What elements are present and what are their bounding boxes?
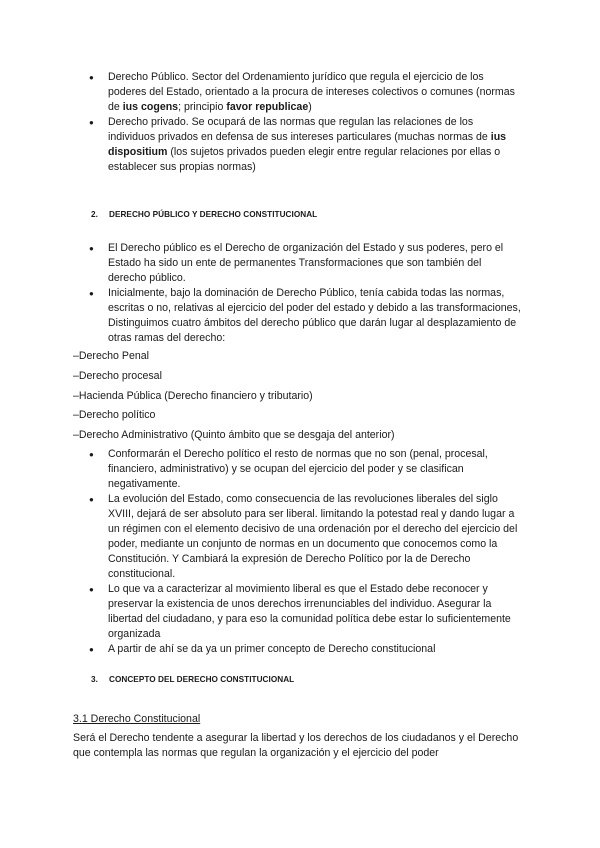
list-item-text: El Derecho público es el Derecho de organización del Estado y sus poderes, pero el Estado ha sido un ente de permanentes Transformaciones que son también del derecho público. <box>108 242 504 284</box>
list-item <box>0 241 600 286</box>
dash-item: –Hacienda Pública (Derecho financiero y tributario) <box>73 390 313 402</box>
list-item-text: Inicialmente, bajo la dominación de Derecho Público, tenía cabida todas las normas, escritas o no, relativas al ejercicio del poder del estado y debido a las transformaciones, Distinguimos cuatro ámbitos del derecho público que darán lugar al desplazamiento de otras ramas del derecho: <box>108 287 521 344</box>
section-number: 3. <box>91 675 98 684</box>
bullet-icon: ● <box>89 73 94 82</box>
list-item-text: Derecho privado. Se ocupará de las normas que regulan las relaciones de los individuos privados en defensa de sus intereses particulares (muchas normas de ius dispositium (los sujetos privados pueden elegir entre regular relaciones por ellas o establecer sus propias normas) <box>108 116 507 173</box>
bullet-icon: ● <box>89 645 94 654</box>
list-item-text: Conformarán el Derecho político el resto de normas que no son (penal, procesal, financiero, administrativo) y se ocupan del ejercicio del poder y se clasifican negativamente. <box>108 448 488 490</box>
list-item-text: La evolución del Estado, como consecuencia de las revoluciones liberales del siglo XVIII, dejará de ser absoluto para ser liberal. limitando la potestad real y dando lugar a un régimen con el elemento decisivo de una ordenación por el derecho del ejercicio del poder, mediante un conjunto de normas en un documento que conocemos como la Constitución. Y Cambiará la expresión de Derecho Político por la de Derecho constitucional. <box>108 493 518 580</box>
list-item-text: Derecho Público. Sector del Ordenamiento jurídico que regula el ejercicio de los poderes del Estado, orientado a la procura de intereses colectivos o comunes (normas de ius cogens; principio favor republicae) <box>108 71 515 113</box>
subsection-title: 3.1 Derecho Constitucional <box>73 713 201 725</box>
list-item <box>0 447 600 492</box>
section-title: CONCEPTO DEL DERECHO CONSTITUCIONAL <box>109 675 295 684</box>
list-item <box>0 642 600 657</box>
section-heading-2 <box>91 209 317 221</box>
dash-item: –Derecho procesal <box>73 370 162 382</box>
dash-item: –Derecho político <box>73 409 156 421</box>
list-item <box>0 115 600 175</box>
dash-item: –Derecho Administrativo (Quinto ámbito que se desgaja del anterior) <box>73 429 395 441</box>
list-item <box>0 70 600 115</box>
bullet-list-public-law <box>0 241 600 346</box>
bullet-icon: ● <box>89 244 94 253</box>
section-heading-3 <box>91 674 294 686</box>
bullet-icon: ● <box>89 495 94 504</box>
list-item-text: A partir de ahí se da ya un primer concepto de Derecho constitucional <box>108 643 436 655</box>
bullet-icon: ● <box>89 585 94 594</box>
bullet-icon: ● <box>89 118 94 127</box>
bullet-icon: ● <box>89 289 94 298</box>
section-title: DERECHO PÚBLICO Y DERECHO CONSTITUCIONAL <box>109 210 318 219</box>
list-item-text: Lo que va a caracterizar al movimiento liberal es que el Estado debe reconocer y preservar la existencia de unos derechos irrenunciables del individuo. Asegurar la libertad del ciudadano, y para eso la comunidad política debe estar lo suficientemente organizada <box>108 583 511 640</box>
body-paragraph: Será el Derecho tendente a asegurar la libertad y los derechos de los ciudadanos y el Derecho que contempla las normas que regulan la organización y el ejercicio del poder <box>73 732 519 759</box>
dash-item: –Derecho Penal <box>73 350 149 362</box>
bullet-list-constitutional <box>0 447 600 657</box>
bullet-list-public-private <box>0 70 600 175</box>
list-item <box>0 582 600 642</box>
list-item <box>0 286 600 346</box>
bullet-icon: ● <box>89 450 94 459</box>
section-number: 2. <box>91 210 98 219</box>
list-item <box>0 492 600 582</box>
